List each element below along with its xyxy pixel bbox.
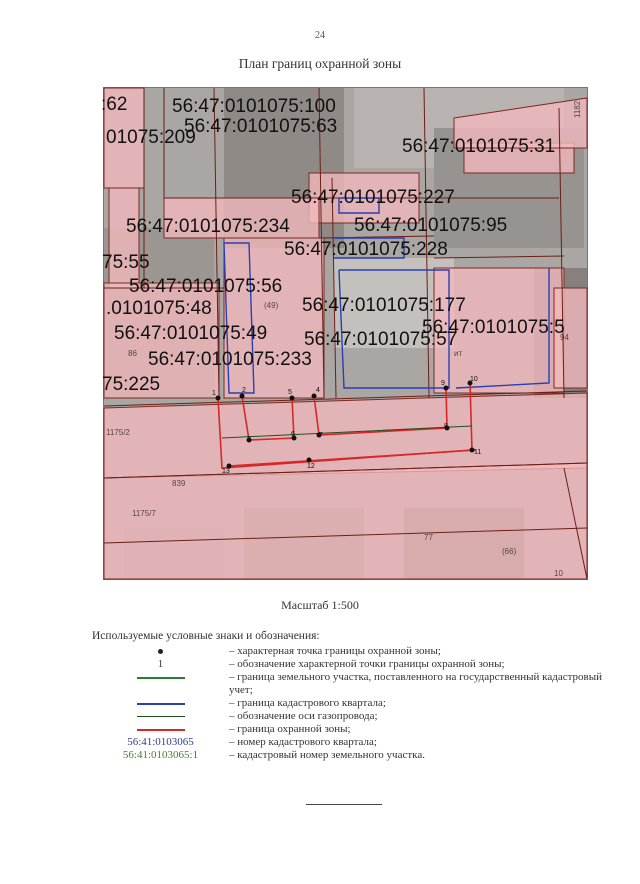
parcel-label-839: 839 [172, 479, 186, 488]
legend [92, 645, 602, 762]
point-label-7: 7 [319, 432, 323, 439]
cadastral-label-227: 56:47:0101075:227 [291, 187, 455, 208]
point-label-9: 9 [441, 380, 445, 387]
cadastral-label-49: 56:47:0101075:49 [114, 323, 268, 344]
legend-text: – граница охранной зоны; [229, 723, 351, 735]
page-number: 24 [315, 30, 325, 41]
sign-fragment: ит [454, 349, 463, 358]
cadastral-label-177: 56:47:0101075:177 [302, 295, 466, 316]
cadastral-label-209: 01075:209 [106, 127, 196, 148]
point-label-1: 1 [212, 390, 216, 397]
legend-item-point [92, 645, 602, 658]
cadastral-map [103, 87, 588, 580]
legend-item-zone-boundary [92, 723, 602, 736]
cadastral-label-228: 56:47:0101075:228 [284, 239, 448, 260]
page-title: План границ охранной зоны [238, 56, 402, 71]
map-scale: Масштаб 1:500 [281, 598, 359, 612]
legend-item-block-boundary [92, 697, 602, 710]
parcel-number-sample: 56:41:0103065:1 [122, 749, 199, 761]
point-label-6: 6 [291, 431, 295, 438]
legend-title: Используемые условные знаки и обозначения: [92, 630, 320, 642]
house-number-49: (49) [264, 301, 279, 310]
cadastral-label-31: 56:47:0101075:31 [402, 136, 556, 157]
legend-text: – обозначение оси газопровода; [229, 710, 378, 722]
point-label-11: 11 [474, 449, 482, 456]
cadastral-label-233: 56:47:0101075:233 [148, 349, 312, 370]
cadastral-label-62: :62 [101, 94, 128, 115]
house-number-94: 94 [560, 333, 569, 342]
house-number-77: 77 [424, 533, 433, 542]
point-label-12: 12 [307, 463, 315, 470]
legend-text: – обозначение характерной точки границы охранной зоны; [229, 658, 505, 670]
cadastral-label-100: 56:47:0101075:100 [172, 96, 336, 117]
map-svg [101, 88, 587, 579]
house-number-10: 10 [554, 569, 563, 578]
cadastral-label-57: 56:47:0101075:57 [304, 329, 458, 350]
signature-divider [306, 804, 382, 805]
legend-text: – граница кадастрового квартала; [229, 697, 386, 709]
point-label-5: 5 [288, 389, 292, 396]
parcel-label-1175-7: 1175/7 [132, 509, 156, 518]
blue-line-icon [137, 703, 185, 705]
red-line-icon [137, 729, 185, 731]
legend-text: – кадастровый номер земельного участка. [229, 749, 425, 761]
point-label-13: 13 [222, 468, 230, 475]
cadastral-label-225: 75:225 [102, 374, 161, 395]
cadastral-label-63: 56:47:0101075:63 [184, 116, 338, 137]
legend-text: – характерная точка границы охранной зоны; [229, 645, 441, 657]
legend-item-point-number [92, 658, 602, 671]
legend-text: – номер кадастрового квартала; [229, 736, 377, 748]
legend-item-pipeline-axis [92, 710, 602, 723]
cadastral-label-5: 56:47:0101075:5 [422, 317, 565, 338]
parcel-label-1182: 1182 [573, 100, 582, 118]
point-label-4: 4 [316, 387, 320, 394]
cadastral-label-48: .0101075:48 [106, 298, 212, 319]
green-line-icon [137, 677, 185, 679]
legend-item-block-number [92, 736, 602, 749]
point-label-10: 10 [470, 376, 478, 383]
point-label-3: 3 [247, 436, 251, 443]
legend-text: – граница земельного участка, поставленного на государственный кадастровый учет; [229, 671, 602, 696]
house-number-86: 86 [128, 349, 137, 358]
block-number-sample: 56:41:0103065 [127, 736, 194, 748]
dark-green-line-icon [137, 716, 185, 717]
cadastral-label-56: 56:47:0101075:56 [129, 276, 283, 297]
cadastral-label-95: 56:47:0101075:95 [354, 215, 508, 236]
cadastral-label-55: 75:55 [102, 252, 150, 273]
legend-item-parcel-number [92, 749, 602, 762]
parcel-label-1175-2: 1175/2 [106, 428, 130, 437]
point-dot-icon [158, 649, 163, 654]
legend-item-land-boundary [92, 671, 602, 697]
house-number-66: (66) [502, 547, 517, 556]
cadastral-label-234: 56:47:0101075:234 [126, 216, 290, 237]
point-number-symbol: 1 [157, 658, 164, 670]
point-label-2: 2 [242, 387, 246, 394]
point-label-8: 8 [444, 423, 448, 430]
